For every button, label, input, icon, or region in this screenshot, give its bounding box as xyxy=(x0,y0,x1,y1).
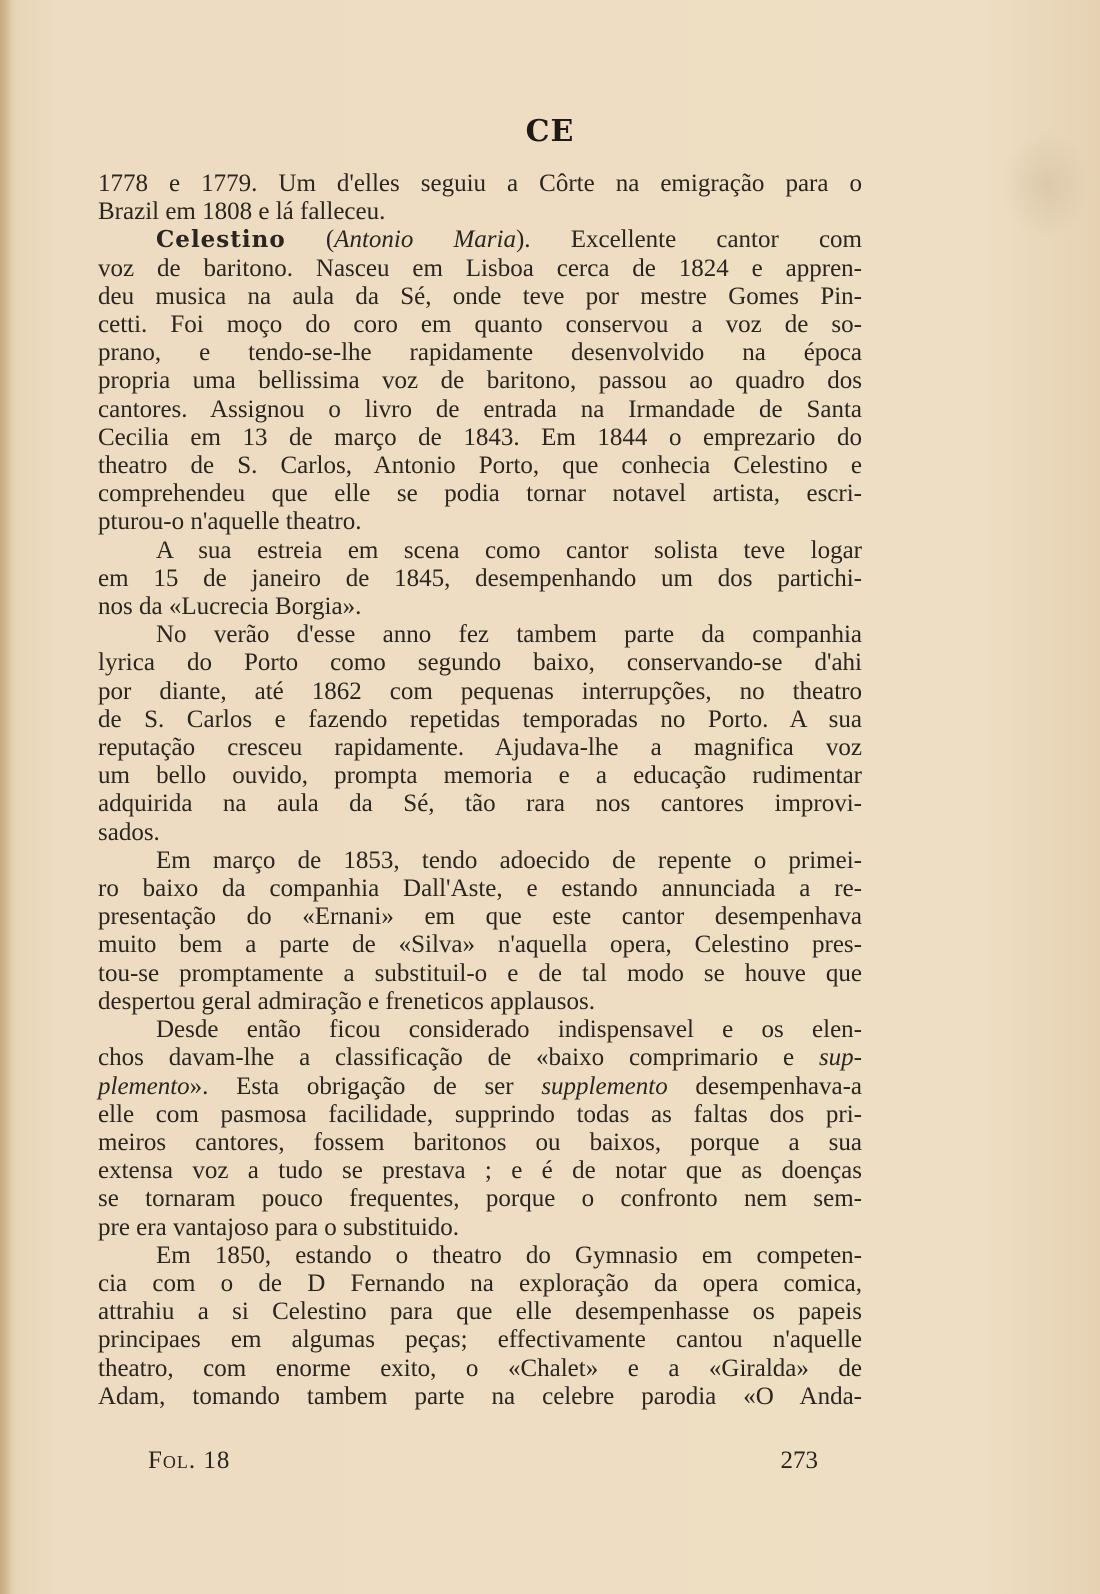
text-line: Em março de 1853, tendo adoecido de repente o primei- xyxy=(156,846,862,874)
text-segment: ». Esta obrigação de ser xyxy=(189,1072,542,1100)
text-line: em 15 de janeiro de 1845, desempenhando um dos partichi- xyxy=(98,564,862,592)
text-line: cia com o de D Fernando na exploração da opera comica, xyxy=(98,1269,862,1297)
text-line: cetti. Foi moço do coro em quanto conservou a voz de so- xyxy=(98,311,862,339)
epithet-close: ). xyxy=(515,226,531,254)
italic-term: sup- xyxy=(818,1044,862,1072)
text-line: 1778 e 1779. Um d'elles seguiu a Côrte na emigração para o xyxy=(98,170,862,197)
text-line: theatro de S. Carlos, Antonio Porto, que conhecia Celestino e xyxy=(98,452,862,480)
running-head: CE xyxy=(525,114,575,149)
text-line: meiros cantores, fossem baritonos ou baixos, porque a sua xyxy=(98,1128,862,1156)
italic-term: plemento xyxy=(98,1072,190,1100)
text-line: voz de baritono. Nasceu em Lisboa cerca de 1824 e appren- xyxy=(98,254,862,282)
text-line: muito bem a parte de «Silva» n'aquella opera, Celestino pres- xyxy=(98,931,862,959)
text-line: Em 1850, estando o theatro do Gymnasio em competen- xyxy=(156,1241,862,1269)
text-line: se tornaram pouco frequentes, porque o confronto nem sem- xyxy=(98,1185,862,1213)
entry-epithet: Antonio Maria xyxy=(334,226,516,254)
text-line: de S. Carlos e fazendo repetidas temporadas no Porto. A sua xyxy=(98,705,862,733)
paragraph xyxy=(98,621,862,847)
paragraph xyxy=(98,1242,862,1411)
text-line: pre era vantajoso para o substituido. xyxy=(98,1213,460,1241)
entry-celestino xyxy=(98,226,862,536)
text-line: presentação do «Ernani» em que este cantor desempenhava xyxy=(98,903,862,931)
entry-name: Celestino xyxy=(156,226,286,254)
epithet-open: ( xyxy=(285,226,335,254)
text-line: ro baixo da companhia Dall'Aste, e estando annunciada a re- xyxy=(98,875,862,903)
body-text xyxy=(98,170,862,1411)
text-line: theatro, com enorme exito, o «Chalet» e a «Giralda» de xyxy=(98,1354,862,1382)
text-line: Brazil em 1808 e lá falleceu. xyxy=(98,198,386,226)
paragraph xyxy=(98,537,862,622)
italic-term: supplemento xyxy=(541,1072,668,1100)
text-line: cantores. Assignou o livro de entrada na Irmandade de Santa xyxy=(98,395,862,423)
text-line: reputação cresceu rapidamente. Ajudava-lhe a magnifica voz xyxy=(98,734,862,762)
text-line: despertou geral admiração e freneticos applausos. xyxy=(98,987,596,1015)
text-line: deu musica na aula da Sé, onde teve por mestre Gomes Pin- xyxy=(98,282,862,310)
text-line: attrahiu a si Celestino para que elle desempenhasse os papeis xyxy=(98,1298,862,1326)
text-line: elle com pasmosa facilidade, supprindo todas as faltas dos pri- xyxy=(98,1100,862,1128)
text-line: propria uma bellissima voz de baritono, passou ao quadro dos xyxy=(98,367,862,395)
text-line: Cecilia em 13 de março de 1843. Em 1844 o emprezario do xyxy=(98,423,862,451)
text-line: lyrica do Porto como segundo baixo, conservando-se d'ahi xyxy=(98,649,862,677)
text-line: No verão d'esse anno fez tambem parte da companhia xyxy=(156,621,862,649)
text-line xyxy=(98,1073,862,1101)
text-line: A sua estreia em scena como cantor solista teve logar xyxy=(156,536,862,564)
paragraph xyxy=(98,1016,862,1242)
text-line: pturou-o n'aquelle theatro. xyxy=(98,508,362,536)
paragraph-continuation xyxy=(98,170,862,226)
text-line: adquirida na aula da Sé, tão rara nos cantores improvi- xyxy=(98,790,862,818)
first-line-rest: Excellente cantor com xyxy=(530,226,863,254)
entry-first-line xyxy=(98,226,862,254)
paragraph xyxy=(98,847,862,1016)
text-line: tou-se promptamente a substituil-o e de tal modo se houve que xyxy=(98,959,862,987)
text-line xyxy=(98,1044,862,1072)
text-line: por diante, até 1862 com pequenas interrupções, no theatro xyxy=(98,677,862,705)
signature-mark: Fol. 18 xyxy=(148,1447,231,1474)
text-line: extensa voz a tudo se prestava ; e é de notar que as doenças xyxy=(98,1157,862,1185)
text-line: comprehendeu que elle se podia tornar notavel artista, escri- xyxy=(98,480,862,508)
text-line: Desde então ficou considerado indispensavel e os elen- xyxy=(156,1016,862,1044)
text-line: principaes em algumas peças; effectivamente cantou n'aquelle xyxy=(98,1326,862,1354)
text-segment: chos davam-lhe a classificação de «baixo comprimario e xyxy=(98,1044,819,1072)
text-line: Adam, tomando tambem parte na celebre parodia «O Anda- xyxy=(98,1382,862,1410)
text-line: nos da «Lucrecia Borgia». xyxy=(98,593,362,621)
text-line: sados. xyxy=(98,818,160,846)
page-number: 273 xyxy=(780,1447,818,1474)
text-line: um bello ouvido, prompta memoria e a educação rudimentar xyxy=(98,762,862,790)
text-segment: desempenhava-a xyxy=(667,1072,862,1100)
text-line: prano, e tendo-se-lhe rapidamente desenvolvido na época xyxy=(98,339,862,367)
